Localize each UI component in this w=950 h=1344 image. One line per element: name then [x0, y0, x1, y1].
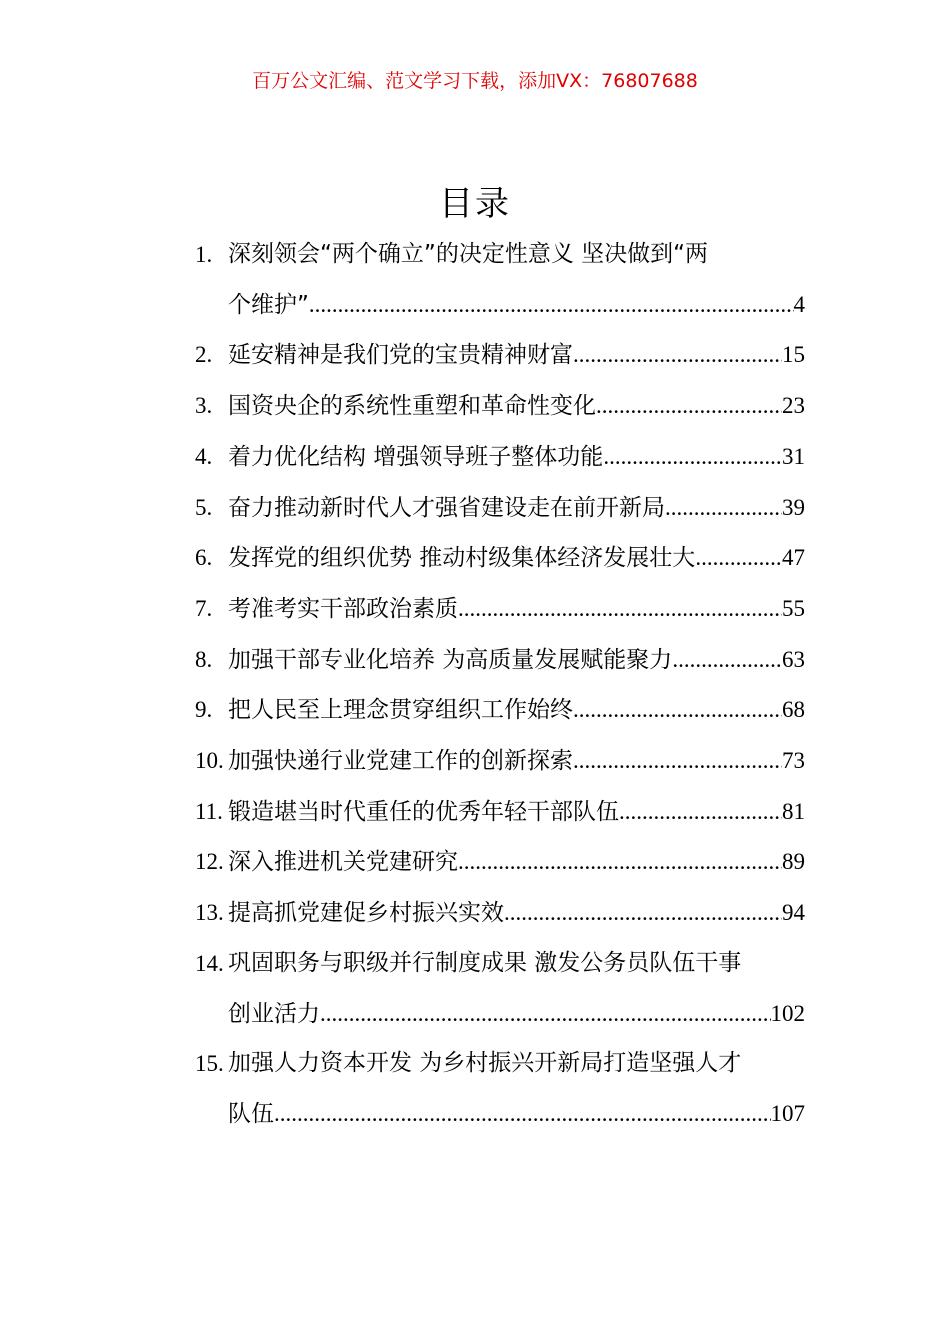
- toc-entry-title: 延安精神是我们党的宝贵精神财富: [228, 342, 573, 369]
- dot-leader: [573, 736, 782, 786]
- toc-entry-15[interactable]: [195, 1039, 805, 1139]
- toc-entry-title: 加强人力资本开发 为乡村振兴开新局打造坚强人才: [228, 1050, 742, 1077]
- toc-entry-number: 10.: [195, 748, 224, 774]
- toc-entry-number: 6.: [195, 545, 213, 571]
- toc-entry-13[interactable]: [195, 888, 805, 939]
- toc-entry-number: 3.: [195, 393, 213, 419]
- toc-entry-page: 23: [782, 393, 805, 419]
- toc-entry-title-continued: 创业活力: [228, 1000, 320, 1027]
- toc-entry-title: 加强干部专业化培养 为高质量发展赋能聚力: [228, 646, 673, 673]
- toc-entry-title-continued: 队伍: [228, 1100, 274, 1127]
- toc-entry-number: 8.: [195, 646, 213, 672]
- toc-entry-number: 12.: [195, 849, 224, 875]
- toc-entry-8[interactable]: [195, 635, 805, 686]
- toc-entry-page: 102: [770, 1000, 805, 1026]
- toc-entry-title: 锻造堪当时代重任的优秀年轻干部队伍: [228, 798, 619, 825]
- toc-entry-title: 考准考实干部政治素质: [228, 595, 458, 622]
- dot-leader: [320, 989, 771, 1039]
- watermark-header: 百万公文汇编、范文学习下载，添加VX：76807688: [252, 70, 698, 92]
- toc-entry-number: 1.: [195, 242, 213, 267]
- toc-entry-title: 深刻领会“两个确立”的决定性意义 坚决做到“两: [228, 241, 709, 267]
- toc-entry-page: 73: [782, 748, 805, 774]
- toc-entry-9[interactable]: [195, 685, 805, 736]
- toc-entry-title: 奋力推动新时代人才强省建设走在前开新局: [228, 494, 665, 521]
- toc-entry-page: 31: [782, 443, 805, 469]
- toc-entry-page: 63: [782, 646, 805, 672]
- toc-entry-5[interactable]: [195, 483, 805, 534]
- toc-entry-title: 加强快递行业党建工作的创新探索: [228, 748, 573, 775]
- dot-leader: [274, 1089, 771, 1139]
- toc-entry-page: 94: [782, 900, 805, 926]
- toc-entry-10[interactable]: [195, 736, 805, 787]
- dot-leader: [458, 584, 782, 634]
- table-of-contents: [195, 230, 805, 1140]
- toc-entry-page: 89: [782, 849, 805, 875]
- toc-entry-title: 把人民至上理念贯穿组织工作始终: [228, 697, 573, 724]
- dot-leader: [619, 787, 782, 837]
- toc-entry-title: 着力优化结构 增强领导班子整体功能: [228, 443, 604, 470]
- toc-entry-number: 4.: [195, 443, 213, 469]
- toc-entry-4[interactable]: [195, 432, 805, 483]
- dot-leader: [665, 483, 782, 533]
- toc-entry-number: 9.: [195, 697, 213, 723]
- toc-entry-page: 68: [782, 697, 805, 723]
- dot-leader: [504, 888, 782, 938]
- dot-leader: [596, 381, 782, 431]
- dot-leader: [672, 635, 782, 685]
- toc-entry-page: 107: [770, 1100, 805, 1126]
- dot-leader: [695, 533, 782, 583]
- toc-entry-14[interactable]: [195, 939, 805, 1039]
- toc-entry-page: 47: [782, 545, 805, 571]
- toc-entry-11[interactable]: [195, 787, 805, 838]
- toc-entry-number: 15.: [195, 1051, 224, 1077]
- toc-entry-title: 发挥党的组织优势 推动村级集体经济发展壮大: [228, 545, 696, 572]
- toc-entry-7[interactable]: [195, 584, 805, 635]
- toc-entry-title: 提高抓党建促乡村振兴实效: [228, 900, 504, 927]
- toc-entry-page: 55: [782, 595, 805, 621]
- toc-entry-number: 13.: [195, 900, 224, 926]
- dot-leader: [573, 685, 782, 735]
- toc-entry-title: 深入推进机关党建研究: [228, 849, 458, 876]
- toc-entry-3[interactable]: [195, 381, 805, 432]
- dot-leader: [603, 432, 782, 482]
- toc-entry-12[interactable]: [195, 837, 805, 888]
- toc-entry-number: 11.: [195, 798, 223, 824]
- toc-entry-page: 15: [782, 342, 805, 368]
- toc-entry-page: 81: [782, 798, 805, 824]
- dot-leader: [573, 330, 782, 380]
- toc-entry-title: 巩固职务与职级并行制度成果 激发公务员队伍干事: [228, 949, 742, 976]
- page-title: 目录: [439, 184, 511, 224]
- dot-leader: [458, 837, 782, 887]
- toc-entry-page: 39: [782, 494, 805, 520]
- dot-leader: [309, 280, 794, 330]
- toc-entry-number: 7.: [195, 595, 213, 621]
- toc-entry-title: 国资央企的系统性重塑和革命性变化: [228, 393, 596, 420]
- toc-entry-page: 4: [793, 291, 805, 317]
- toc-entry-6[interactable]: [195, 533, 805, 584]
- toc-entry-title-continued: 个维护”: [228, 291, 309, 318]
- toc-entry-number: 5.: [195, 494, 213, 520]
- toc-entry-1[interactable]: [195, 230, 805, 330]
- toc-entry-number: 2.: [195, 342, 213, 368]
- toc-entry-2[interactable]: [195, 330, 805, 381]
- toc-entry-number: 14.: [195, 950, 224, 976]
